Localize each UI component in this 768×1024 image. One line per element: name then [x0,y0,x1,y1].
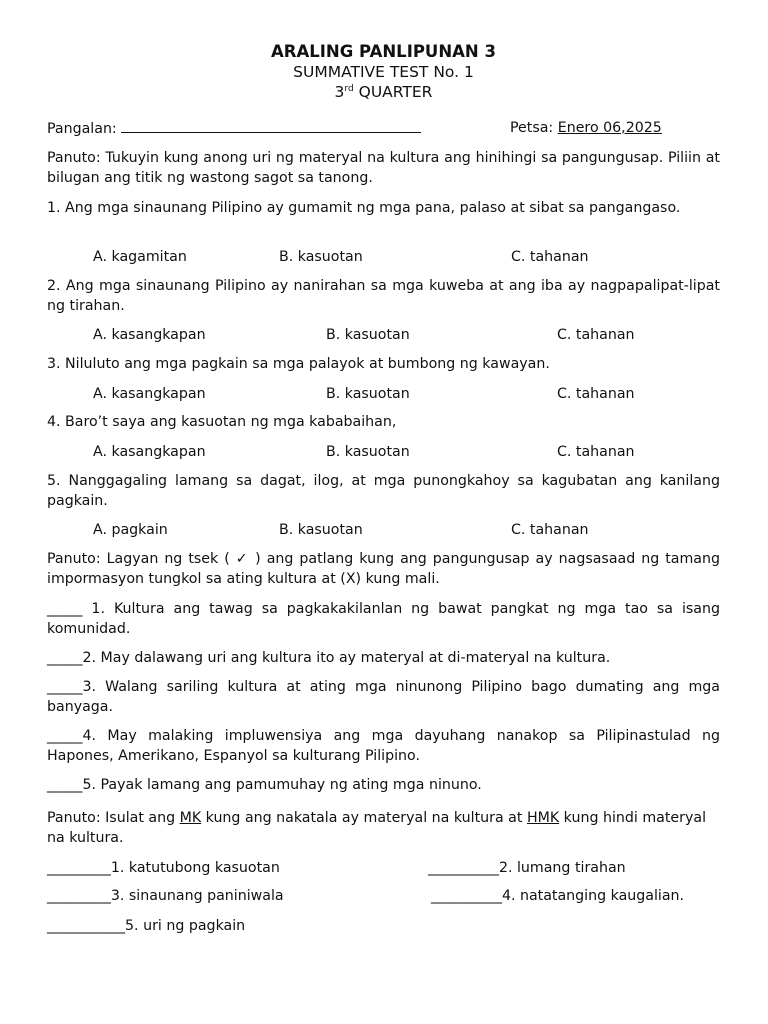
truefalse-item-4: _____4. May malaking impluwensiya ang mga dayuhang nanakop sa Pilipinastulad ng Hapones, Amerikano, Espanyol sa kulturang Pilipino. [47,728,720,764]
classify-item-3: _________3. sinaunang paniniwala [47,888,284,904]
question-2-choices [47,325,720,345]
question-1: 1. Ang mga sinaunang Pilipino ay gumamit ng mga pana, palaso at sibat sa pangangaso. [47,200,681,216]
truefalse-item-1: _____ 1. Kultura ang tawag sa pagkakakilanlan ng bawat pangkat ng mga tao sa isang komunidad. [47,601,720,637]
test-title: ARALING PANLIPUNAN 3 [271,42,496,61]
question-4-choice-a: A. kasangkapan [93,444,206,460]
date-field [510,118,662,138]
part3-instr-c: kung hindi materyal na kultura. [47,810,707,846]
test-subtitle: SUMMATIVE TEST No. 1 [293,63,474,81]
question-2-choice-b: B. kasuotan [326,327,410,343]
question-3: 3. Niluluto ang mga pagkain sa mga palayok at bumbong ng kawayan. [47,356,550,372]
quarter-label [47,82,720,102]
question-1-choice-c: C. tahanan [511,249,589,265]
name-label: Pangalan: [47,121,117,137]
question-4-choice-b: B. kasuotan [326,444,410,460]
part1-instructions: Panuto: Tukuyin kung anong uri ng materyal na kultura ang hinihingi sa pangungusap. Piliin at bilugan ang titik ng wastong sagot sa tanong. [47,150,720,186]
question-2-choice-c: C. tahanan [557,327,635,343]
question-1-choice-b: B. kasuotan [279,249,363,265]
quarter-number: 3 [334,83,345,101]
classify-item-5: ___________5. uri ng pagkain [47,918,246,934]
question-5-choice-c: C. tahanan [511,522,589,538]
question-1-choices [47,247,720,267]
question-5-choices [47,520,720,540]
question-1-choice-a: A. kagamitan [93,249,187,265]
date-value: Enero 06,2025 [557,120,662,136]
part3-instructions [47,808,720,848]
part2-instructions: Panuto: Lagyan ng tsek ( ✓ ) ang patlang kung ang pangungusap ay nagsasaad ng tamang impormasyon tungkol sa ating kultura at (X) kung mali. [47,551,720,587]
truefalse-item-3: _____3. Walang sariling kultura at ating mga ninunong Pilipino bago dumating ang mga banyaga. [47,679,720,715]
mk-term: MK [179,810,202,826]
classify-item-2: __________2. lumang tirahan [428,860,626,876]
question-5: 5. Nanggagaling lamang sa dagat, ilog, at mga punongkahoy sa kagubatan ang kanilang pagkain. [47,473,720,509]
question-5-choice-a: A. pagkain [93,522,168,538]
quarter-ordinal-suffix: rd [344,83,354,94]
truefalse-item-5: _____5. Payak lamang ang pamumuhay ng ating mga ninuno. [47,777,482,793]
classify-item-1: _________1. katutubong kasuotan [47,860,280,876]
question-4-choice-c: C. tahanan [557,444,635,460]
question-3-choice-a: A. kasangkapan [93,386,206,402]
name-blank-line [121,118,421,133]
question-3-choice-b: B. kasuotan [326,386,410,402]
truefalse-item-2: _____2. May dalawang uri ang kultura ito ay materyal at di-materyal na kultura. [47,650,611,666]
question-3-choices [47,384,720,404]
date-label: Petsa: [510,120,554,136]
classify-item-4: __________4. natatanging kaugalian. [431,888,685,904]
part3-instr-a: Panuto: Isulat ang [47,810,180,826]
part3-instr-b: kung ang nakatala ay materyal na kultura at [201,810,527,826]
question-5-choice-b: B. kasuotan [279,522,363,538]
question-4: 4. Baro’t saya ang kasuotan ng mga kababaihan, [47,414,397,430]
quarter-word: QUARTER [358,83,433,101]
question-4-choices [47,442,720,462]
question-2-choice-a: A. kasangkapan [93,327,206,343]
info-row [47,118,720,139]
question-3-choice-c: C. tahanan [557,386,635,402]
test-header [47,42,720,102]
question-2: 2. Ang mga sinaunang Pilipino ay nanirahan sa mga kuweba at ang iba ay nagpapalipat-lipat ng tirahan. [47,278,720,314]
hmk-term: HMK [526,810,560,826]
